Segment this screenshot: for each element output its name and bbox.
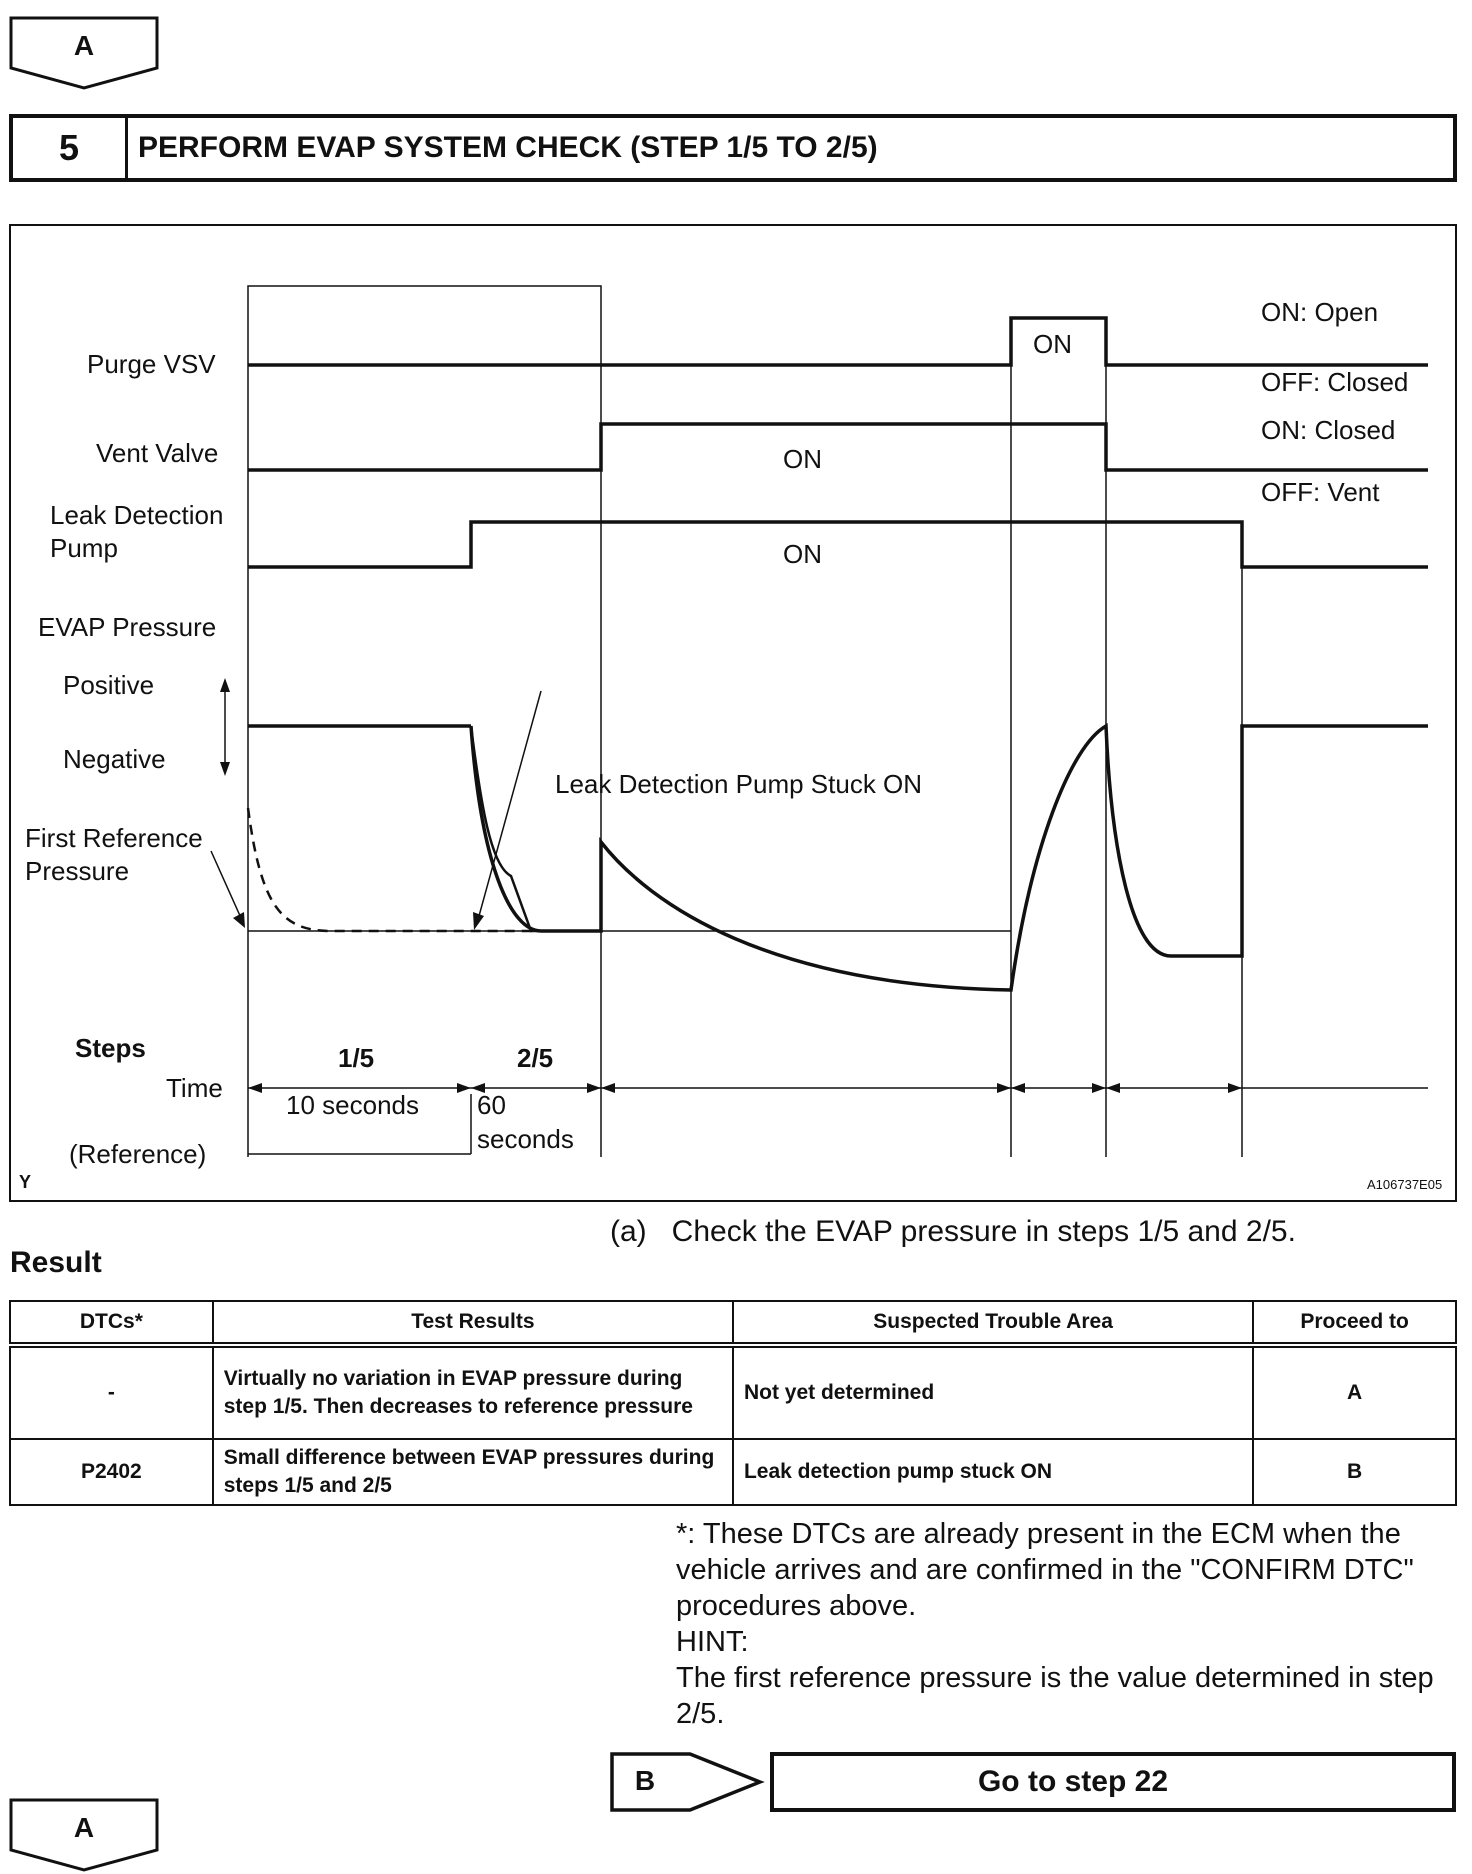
table-row xyxy=(10,1439,1456,1505)
cell-test-result: Small difference between EVAP pressures during steps 1/5 and 2/5 xyxy=(213,1439,733,1505)
pressure-up-arrowhead xyxy=(220,678,230,692)
goto-tag: B xyxy=(634,1765,656,1796)
on-open-label: ON: Open xyxy=(1261,297,1379,327)
step-number: 5 xyxy=(13,118,128,178)
stuck-on-curve xyxy=(471,726,601,931)
time-arrowhead xyxy=(457,1083,471,1093)
cell-suspected-area: Leak detection pump stuck ON xyxy=(733,1439,1253,1505)
result-table xyxy=(9,1300,1457,1506)
on-closed-label: ON: Closed xyxy=(1261,415,1396,445)
label-evap-pressure: EVAP Pressure xyxy=(38,612,217,642)
step-1-5-label: 1/5 xyxy=(338,1043,375,1073)
stuck-on-arrowhead xyxy=(473,912,484,930)
instruction-text: (a) Check the EVAP pressure in steps 1/5 and 2/5. xyxy=(610,1215,1296,1248)
table-header-row xyxy=(10,1301,1456,1345)
time-arrowhead xyxy=(1106,1083,1120,1093)
figure-code: A106737E05 xyxy=(1367,1177,1443,1192)
table-row xyxy=(10,1345,1456,1439)
cell-suspected-area: Not yet determined xyxy=(733,1345,1253,1439)
label-time: Time xyxy=(166,1073,223,1103)
step1-box-outline xyxy=(248,286,601,1157)
time-arrowhead xyxy=(997,1083,1011,1093)
cell-dtc: P2402 xyxy=(10,1439,213,1505)
time-arrowhead xyxy=(601,1083,615,1093)
label-reference: (Reference) xyxy=(69,1139,207,1169)
notes xyxy=(676,1516,1456,1732)
label-leak-detection: Leak Detection xyxy=(50,500,224,530)
vent-valve-trace xyxy=(248,424,1428,470)
vent-on-label: ON xyxy=(783,444,822,474)
header-dtcs: DTCs* xyxy=(10,1301,213,1345)
header-proceed-to: Proceed to xyxy=(1253,1301,1456,1345)
label-vent-valve: Vent Valve xyxy=(96,438,219,468)
pressure-down-arrowhead xyxy=(220,762,230,776)
header-suspected-area: Suspected Trouble Area xyxy=(733,1301,1253,1345)
time-arrowhead xyxy=(1228,1083,1242,1093)
time-arrowhead xyxy=(587,1083,601,1093)
hint-text: The first reference pressure is the value determined in step 2/5. xyxy=(676,1662,1434,1730)
step-2-5-duration-line2: seconds xyxy=(477,1124,574,1154)
purge-on-label: ON xyxy=(1033,329,1072,359)
label-pressure: Pressure xyxy=(25,856,130,886)
header-test-results: Test Results xyxy=(213,1301,733,1345)
time-arrowhead xyxy=(1092,1083,1106,1093)
step-title: PERFORM EVAP SYSTEM CHECK (STEP 1/5 TO 2/5) xyxy=(138,131,878,164)
stuck-on-annotation: Leak Detection Pump Stuck ON xyxy=(555,769,923,799)
purge-vsv-trace xyxy=(248,318,1428,365)
footnote-text: *: These DTCs are already present in the ECM when the vehicle arrives and are confirmed in the "CONFIRM DTC" procedures above. xyxy=(676,1518,1414,1622)
step-2-5-duration-line1: 60 xyxy=(477,1090,506,1120)
result-title: Result xyxy=(10,1246,102,1279)
step-header xyxy=(9,114,1457,182)
go-to-step-label: Go to step 22 xyxy=(977,1765,1169,1798)
label-negative: Negative xyxy=(63,744,166,774)
step-1-5-duration: 10 seconds xyxy=(286,1090,419,1120)
hint-label: HINT: xyxy=(676,1626,749,1658)
timing-chart xyxy=(11,226,1455,1200)
label-positive: Positive xyxy=(63,670,155,700)
label-pump: Pump xyxy=(50,533,118,563)
pressure-curve xyxy=(471,726,1428,990)
cell-proceed: B xyxy=(1253,1439,1456,1505)
off-closed-label: OFF: Closed xyxy=(1261,367,1409,397)
top-branch-tag: A xyxy=(73,30,95,61)
bottom-branch-tag: A xyxy=(73,1812,95,1843)
evap-timing-diagram xyxy=(9,224,1457,1202)
step-2-5-label: 2/5 xyxy=(517,1043,554,1073)
label-first-reference: First Reference xyxy=(25,823,203,853)
cell-proceed: A xyxy=(1253,1345,1456,1439)
pump-on-label: ON xyxy=(783,539,822,569)
label-y-marker: Y xyxy=(19,1172,32,1192)
cell-test-result: Virtually no variation in EVAP pressure during step 1/5. Then decreases to reference pressure xyxy=(213,1345,733,1439)
cell-dtc: - xyxy=(10,1345,213,1439)
label-purge-vsv: Purge VSV xyxy=(87,349,216,379)
time-arrowhead xyxy=(248,1083,262,1093)
pump-trace xyxy=(248,522,1428,567)
go-to-step-button[interactable] xyxy=(770,1752,1456,1812)
label-steps: Steps xyxy=(75,1033,146,1063)
off-vent-label: OFF: Vent xyxy=(1261,477,1380,507)
time-arrowhead xyxy=(1011,1083,1025,1093)
